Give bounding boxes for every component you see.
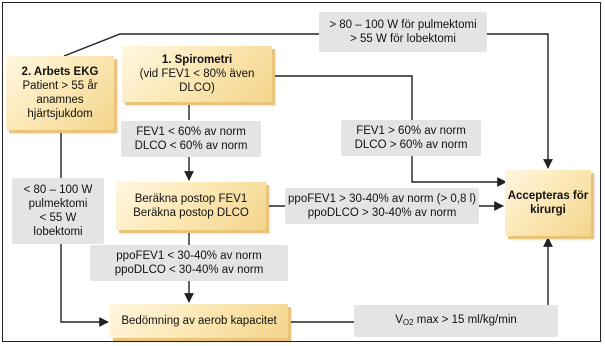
note-line: < 55 W	[39, 212, 77, 224]
note-line: FEV1 > 60% av norm	[356, 125, 466, 137]
box-line: hjärtsjukdom	[27, 108, 93, 120]
note-line: lobektomi	[33, 226, 83, 238]
note-vo2-max	[354, 305, 558, 337]
note-line: FEV1 < 60% av norm	[136, 126, 246, 138]
note-line: DLCO < 60% av norm	[134, 140, 248, 152]
box-line: anamnes	[36, 94, 84, 106]
box-bedomning-aerob	[110, 304, 288, 338]
note-watt-thresholds-left	[12, 178, 104, 244]
box-line: kirurgi	[530, 204, 566, 216]
box-line: DLCO)	[179, 82, 215, 94]
box-line: Patient > 55 år	[22, 80, 98, 92]
note-fev1-above-60	[341, 120, 481, 156]
box-arbets-ekg	[6, 56, 114, 130]
note-line: < 80 – 100 W	[23, 184, 93, 196]
note-line: pulmektomi	[28, 198, 88, 210]
vo2-subscript: O2	[402, 317, 414, 327]
note-line: > 80 – 100 W för pulmektomi	[329, 19, 477, 31]
note-line: ppoDLCO > 30-40% av norm	[307, 207, 457, 219]
vo2-suffix: max > 15 ml/kg/min	[413, 313, 517, 326]
box-spirometri	[122, 46, 272, 102]
box-title: 2. Arbets EKG	[21, 66, 99, 78]
note-line: ppoFEV1 > 30-40% av norm (> 0,8 l)	[288, 193, 476, 205]
box-line: Beräkna postop DLCO	[133, 207, 249, 219]
box-line: (vid FEV1 < 80% även	[139, 68, 255, 80]
box-line: Accepteras för	[507, 190, 589, 202]
note-ppo-below	[90, 245, 288, 281]
note-line: ppoDLCO < 30-40% av norm	[114, 264, 264, 276]
box-berakna-postop	[116, 182, 266, 230]
note-fev1-below-60	[121, 121, 261, 157]
box-line: Bedömning av aerob kapacitet	[121, 315, 277, 327]
box-line: Beräkna postop FEV1	[134, 193, 248, 205]
note-ppo-above	[285, 188, 479, 224]
vo2-prefix: V	[395, 313, 403, 326]
note-line: > 55 W för lobektomi	[350, 33, 456, 45]
note-watt-thresholds-top	[319, 12, 487, 52]
note-line: ppoFEV1 < 30-40% av norm	[116, 250, 262, 262]
vo2-text	[395, 313, 517, 330]
note-line: DLCO > 60% av norm	[354, 139, 468, 151]
box-accepteras	[505, 170, 591, 236]
box-title: 1. Spirometri	[161, 54, 233, 66]
